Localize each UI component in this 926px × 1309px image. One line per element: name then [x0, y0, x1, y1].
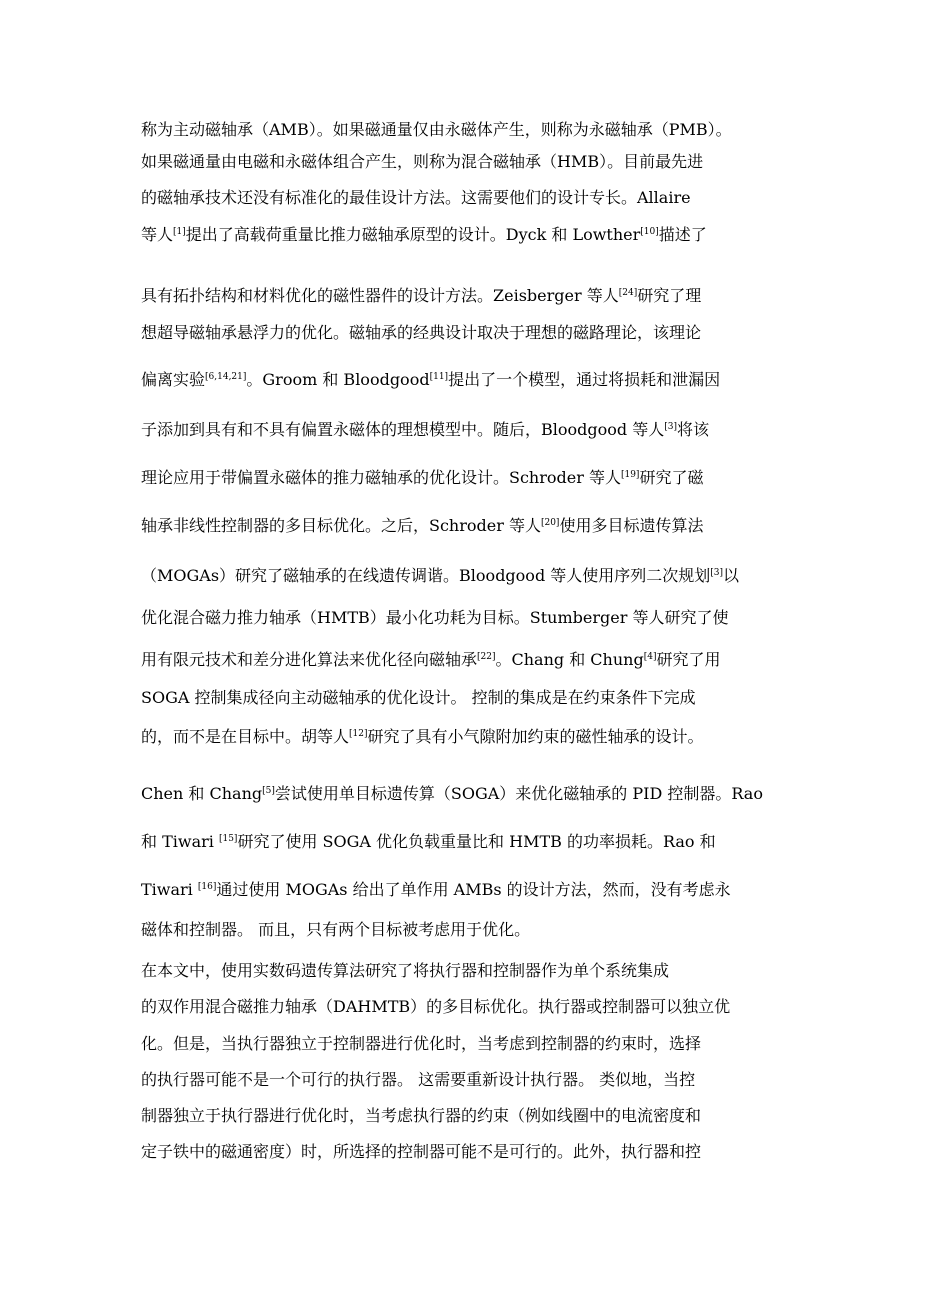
- text-segment: 将该: [676, 420, 709, 439]
- text-segment: 提出了高载荷重量比推力磁轴承原型的设计。Dyck 和 Lowther: [185, 225, 641, 244]
- text-line-21: [141, 997, 730, 1017]
- text-segment: 用有限元技术和差分进化算法来优化径向磁轴承: [141, 650, 478, 669]
- text-segment: 的，而不是在目标中。胡等人: [141, 727, 350, 746]
- citation-ref: [4]: [643, 652, 657, 662]
- text-segment: 偏离实验: [141, 370, 206, 389]
- text-segment: 理论应用于带偏置永磁体的推力磁轴承的优化设计。Schroder 等人: [141, 468, 621, 487]
- text-line-12: [141, 608, 728, 628]
- text-segment: Tiwari: [141, 880, 198, 899]
- text-line-16: [141, 784, 763, 804]
- text-segment: 磁体和控制器。 而且，只有两个目标被考虑用于优化。: [141, 920, 531, 939]
- text-segment: 等人: [141, 225, 174, 244]
- text-line-15: [141, 727, 704, 747]
- text-line-7: [141, 370, 720, 390]
- text-segment: 使用多目标遗传算法: [559, 516, 704, 535]
- text-line-4: [141, 225, 707, 245]
- citation-ref: [22]: [477, 652, 496, 662]
- text-line-18: [141, 880, 731, 900]
- text-segment: 如果磁通量由电磁和永磁体组合产生，则称为混合磁轴承（HMB）。目前最先进: [141, 152, 704, 171]
- text-segment: 的执行器可能不是一个可行的执行器。 这需要重新设计执行器。 类似地，当控: [141, 1070, 696, 1089]
- text-line-6: [141, 323, 701, 343]
- text-segment: 描述了: [658, 225, 707, 244]
- text-segment: 制器独立于执行器进行优化时，当考虑执行器的约束（例如线圈中的电流密度和: [141, 1106, 702, 1125]
- citation-ref: [6,14,21]: [205, 372, 247, 382]
- citation-ref: [16]: [197, 882, 217, 892]
- text-line-11: [141, 566, 739, 586]
- text-segment: 子添加到具有和不具有偏置永磁体的理想模型中。随后，Bloodgood 等人: [141, 420, 665, 439]
- text-segment: （MOGAs）研究了磁轴承的在线遗传调谐。Bloodgood 等人使用序列二次规划: [141, 566, 711, 585]
- text-line-9: [141, 468, 703, 488]
- text-segment: 具有拓扑结构和材料优化的磁性器件的设计方法。Zeisberger 等人: [141, 286, 619, 305]
- citation-ref: [20]: [540, 518, 560, 528]
- text-line-8: [141, 420, 709, 440]
- citation-ref: [11]: [429, 372, 449, 382]
- text-segment: SOGA 控制集成径向主动磁轴承的优化设计。 控制的集成是在约束条件下完成: [141, 688, 696, 707]
- text-segment: 称为主动磁轴承（AMB）。如果磁通量仅由永磁体产生，则称为永磁轴承（PMB）。: [141, 120, 732, 139]
- text-line-19: [141, 920, 530, 940]
- text-line-2: [141, 152, 703, 172]
- text-segment: 研究了用: [656, 650, 721, 669]
- citation-ref: [19]: [620, 470, 640, 480]
- text-line-22: [141, 1034, 701, 1054]
- text-segment: 优化混合磁力推力轴承（HMTB）最小化功耗为目标。Stumberger 等人研究了使: [141, 608, 729, 627]
- citation-ref: [3]: [710, 568, 724, 578]
- citation-ref: [3]: [664, 422, 677, 432]
- text-segment: 。Chang 和 Chung: [495, 650, 644, 669]
- text-line-3: [141, 188, 691, 208]
- citation-ref: [5]: [262, 786, 275, 796]
- text-line-5: [141, 286, 701, 306]
- text-segment: 定子铁中的磁通密度）时，所选择的控制器可能不是可行的。此外，执行器和控: [141, 1142, 702, 1161]
- text-line-14: [141, 688, 696, 708]
- citation-ref: [15]: [218, 834, 238, 844]
- text-line-20: [141, 961, 669, 981]
- text-line-13: [141, 650, 720, 670]
- citation-ref: [24]: [618, 288, 638, 298]
- text-line-1: [141, 120, 732, 140]
- citation-ref: [1]: [173, 227, 186, 237]
- text-segment: 研究了使用 SOGA 优化负载重量比和 HMTB 的功率损耗。Rao 和: [237, 832, 716, 851]
- text-line-10: [141, 516, 703, 536]
- text-segment: 尝试使用单目标遗传算（SOGA）来优化磁轴承的 PID 控制器。Rao: [274, 784, 763, 803]
- text-line-25: [141, 1142, 701, 1162]
- text-segment: 研究了理: [637, 286, 702, 305]
- text-line-24: [141, 1106, 701, 1126]
- text-segment: 通过使用 MOGAs 给出了单作用 AMBs 的设计方法，然而，没有考虑永: [216, 880, 731, 899]
- citation-ref: [10]: [640, 227, 659, 237]
- text-segment: 轴承非线性控制器的多目标优化。之后，Schroder 等人: [141, 516, 541, 535]
- text-segment: 和 Tiwari: [141, 832, 219, 851]
- text-segment: 研究了磁: [639, 468, 704, 487]
- text-segment: 想超导磁轴承悬浮力的优化。磁轴承的经典设计取决于理想的磁路理论，该理论: [141, 323, 702, 342]
- text-segment: Chen 和 Chang: [141, 784, 263, 803]
- text-segment: 的双作用混合磁推力轴承（DAHMTB）的多目标优化。执行器或控制器可以独立优: [141, 997, 731, 1016]
- text-line-23: [141, 1070, 695, 1090]
- text-segment: 。Groom 和 Bloodgood: [246, 370, 430, 389]
- text-segment: 研究了具有小气隙附加约束的磁性轴承的设计。: [367, 727, 704, 746]
- text-line-17: [141, 832, 716, 852]
- text-segment: 在本文中，使用实数码遗传算法研究了将执行器和控制器作为单个系统集成: [141, 961, 670, 980]
- text-segment: 提出了一个模型，通过将损耗和泄漏因: [448, 370, 721, 389]
- citation-ref: [12]: [349, 729, 368, 739]
- text-segment: 以: [723, 566, 740, 585]
- text-segment: 化。但是，当执行器独立于控制器进行优化时，当考虑到控制器的约束时，选择: [141, 1034, 702, 1053]
- text-segment: 的磁轴承技术还没有标准化的最佳设计方法。这需要他们的设计专长。Allaire: [141, 188, 691, 207]
